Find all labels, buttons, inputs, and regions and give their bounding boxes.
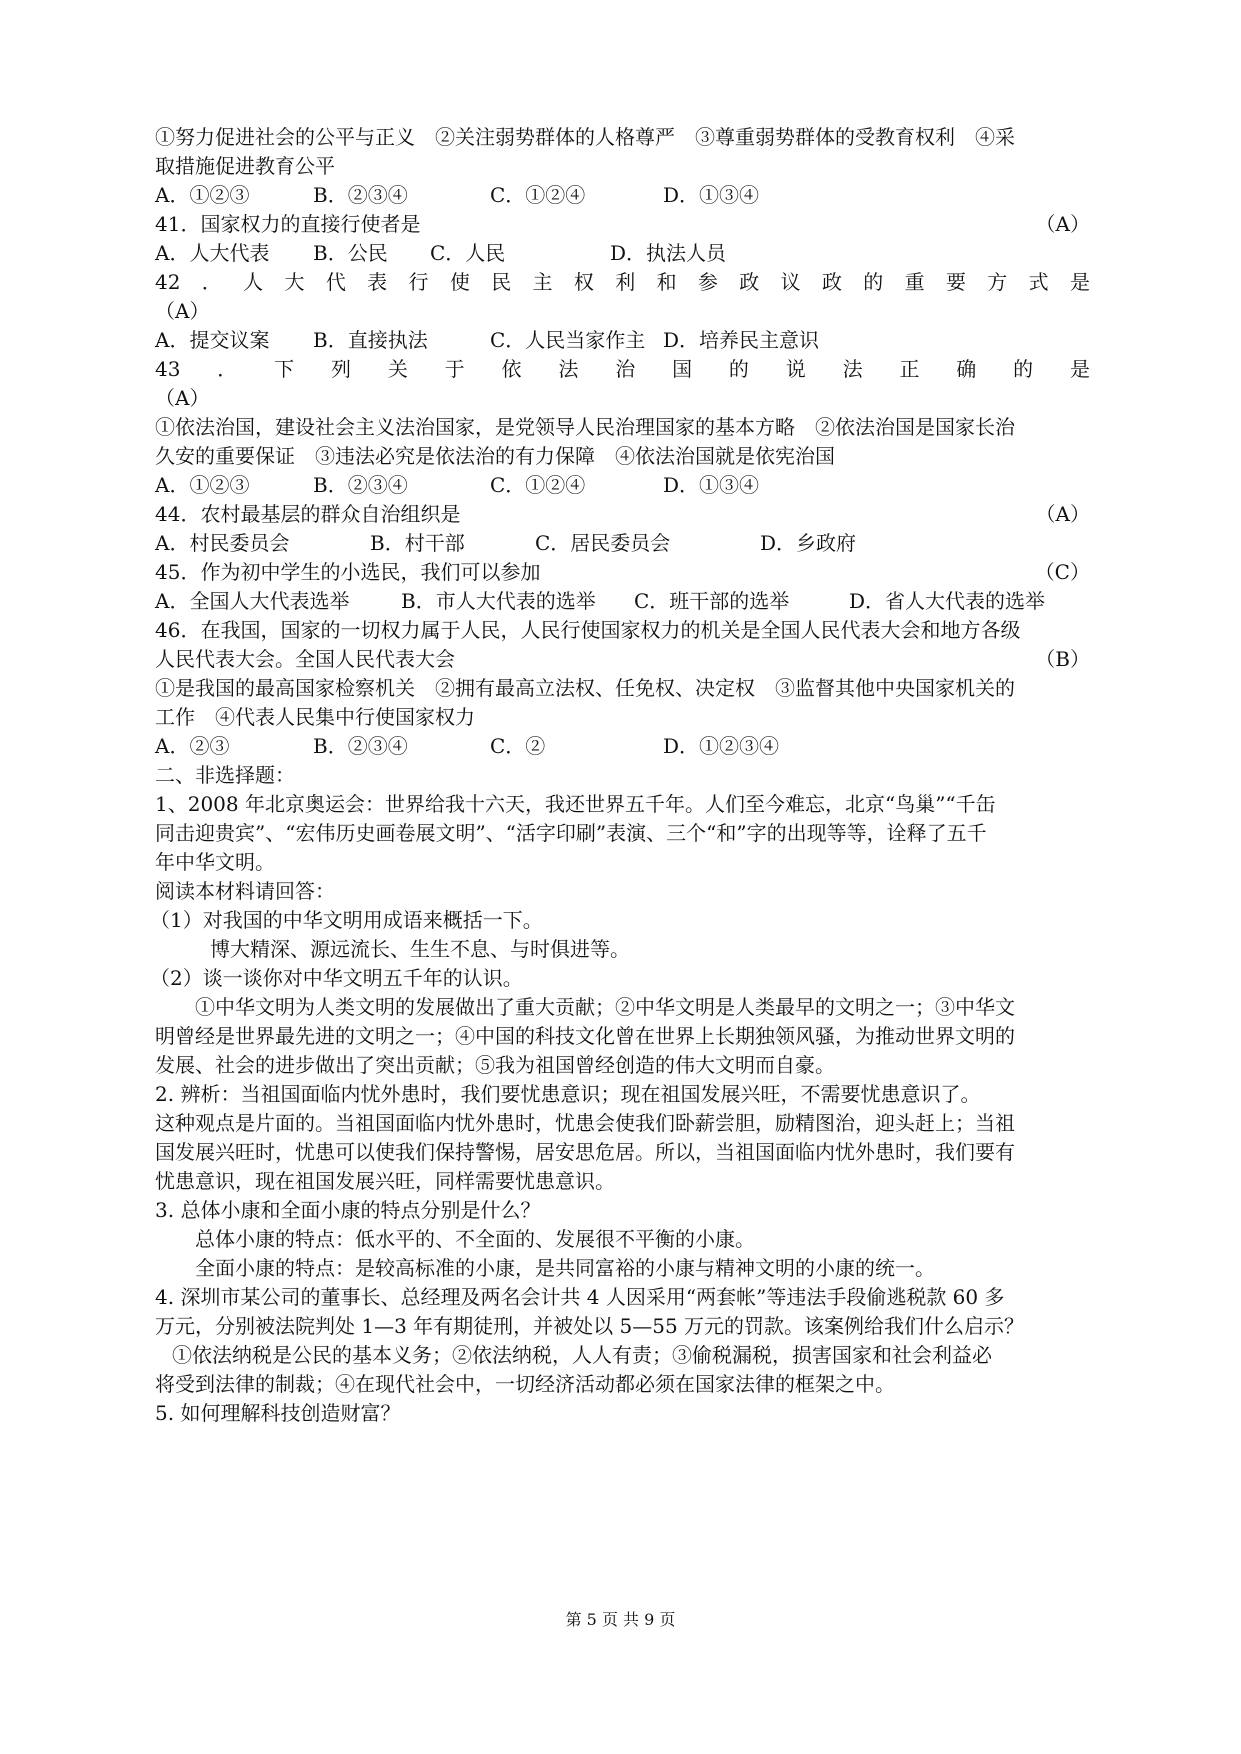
- option-c: C．②: [490, 734, 546, 758]
- answer-mark: （B）: [1035, 647, 1090, 671]
- option-c: C．人民: [430, 241, 506, 265]
- option-b: B．②③④: [313, 473, 408, 497]
- option-d: D．培养民主意识: [663, 328, 820, 352]
- q42-stem: 42．人大代表行使民主权利和参政议政的重要方式是: [155, 270, 1090, 294]
- p2-line: 忧患意识，现在祖国发展兴旺，同样需要忧患意识。: [155, 1169, 615, 1193]
- option-c: C．居民委员会: [535, 531, 671, 555]
- p4-line: 将受到法律的制裁；④在现代社会中，一切经济活动都必须在国家法律的框架之中。: [155, 1372, 895, 1396]
- option-b: B．村干部: [370, 531, 465, 555]
- option-d: D．①②③④: [663, 734, 780, 758]
- p1-line: 1、2008 年北京奥运会：世界给我十六天，我还世界五千年。人们至今难忘，北京“鸟巢”“千缶: [155, 792, 996, 816]
- p2-line: 这种观点是片面的。当祖国面临内忧外患时，忧患会使我们卧薪尝胆，励精图治，迎头赶上；当祖: [155, 1111, 1015, 1135]
- page-footer: 第 5 页 共 9 页: [565, 1610, 676, 1629]
- option-a: A．全国人大代表选举: [155, 589, 350, 613]
- p1-line: 阅读本材料请回答：: [155, 879, 335, 903]
- q46-items-line: ①是我国的最高国家检察机关 ②拥有最高立法权、任免权、决定权 ③监督其他中央国家机关的: [155, 676, 1015, 700]
- p1-line: 同击迎贵宾”、“宏伟历史画卷展文明”、“活字印刷”表演、三个“和”字的出现等等，诠释了五千: [155, 821, 987, 845]
- section-title: 二、非选择题：: [155, 763, 295, 787]
- q45-options: [155, 589, 1090, 613]
- p1-answer: 博大精深、源远流长、生生不息、与时俱进等。: [210, 937, 630, 961]
- option-d: D．乡政府: [760, 531, 857, 555]
- p3-line: 3. 总体小康和全面小康的特点分别是什么？: [155, 1198, 541, 1222]
- option-a: A．村民委员会: [155, 531, 290, 555]
- option-b: B．②③④: [313, 183, 408, 207]
- p5-line: 5. 如何理解科技创造财富？: [155, 1401, 401, 1425]
- option-b: B．市人大代表的选举: [401, 589, 596, 613]
- q43-options: [155, 473, 1090, 497]
- question-stem: 41．国家权力的直接行使者是: [155, 212, 421, 236]
- q40-options: [155, 183, 1090, 207]
- option-a: A．②③: [155, 734, 230, 758]
- q44-stem-line: [155, 502, 1090, 526]
- question-stem: 人民代表大会。全国人民代表大会: [155, 647, 455, 671]
- p2-line: 2. 辨析：当祖国面临内忧外患时，我们要忧患意识；现在祖国发展兴旺，不需要忧患意识了。: [155, 1082, 981, 1106]
- q43-items-line: 久安的重要保证 ③违法必究是依法治的有力保障 ④依法治国就是依宪治国: [155, 444, 835, 468]
- q43-stem: 43．下列关于依法治国的说法正确的是: [155, 357, 1090, 381]
- q46-items-line: 工作 ④代表人民集中行使国家权力: [155, 705, 475, 729]
- answer-mark: （C）: [1034, 560, 1090, 584]
- q40-items-line: 取措施促进教育公平: [155, 154, 335, 178]
- p3-line: 总体小康的特点：低水平的、不全面的、发展很不平衡的小康。: [195, 1227, 755, 1251]
- p2-line: 国发展兴旺时，忧患可以使我们保持警惕，居安思危居。所以，当祖国面临内忧外患时，我们要有: [155, 1140, 1015, 1164]
- p1-sub-question: （2）谈一谈你对中华文明五千年的认识。: [150, 966, 523, 990]
- question-stem: 44．农村最基层的群众自治组织是: [155, 502, 461, 526]
- p4-line: 万元，分别被法院判处 1—3 年有期徒刑，并被处以 5—55 万元的罚款。该案例给我们什么启示？: [155, 1314, 1025, 1338]
- option-c: C．①②④: [490, 183, 586, 207]
- option-c: C．班干部的选举: [634, 589, 790, 613]
- p4-line: ①依法纳税是公民的基本义务；②依法纳税，人人有责；③偷税漏税，损害国家和社会利益必: [172, 1343, 992, 1367]
- answer-mark: （A）: [1035, 502, 1090, 526]
- option-a: A．人大代表: [155, 241, 270, 265]
- question-stem: 45．作为初中学生的小选民，我们可以参加: [155, 560, 541, 584]
- option-c: C．①②④: [490, 473, 586, 497]
- answer-mark: （A）: [155, 299, 210, 323]
- q44-options: [155, 531, 1090, 555]
- q40-items-line: ①努力促进社会的公平与正义 ②关注弱势群体的人格尊严 ③尊重弱势群体的受教育权利 ④采: [155, 125, 1015, 149]
- option-c: C．人民当家作主: [490, 328, 646, 352]
- option-a: A．①②③: [155, 473, 250, 497]
- p1-answer-line: 明曾经是世界最先进的文明之一；④中国的科技文化曾在世界上长期独领风骚，为推动世界文明的: [155, 1024, 1015, 1048]
- p1-answer-line: ①中华文明为人类文明的发展做出了重大贡献；②中华文明是人类最早的文明之一；③中华文: [195, 995, 1015, 1019]
- option-b: B．公民: [313, 241, 388, 265]
- q41-stem-line: [155, 212, 1090, 236]
- answer-mark: （A）: [155, 386, 210, 410]
- p1-answer-line: 发展、社会的进步做出了突出贡献；⑤我为祖国曾经创造的伟大文明而自豪。: [155, 1053, 835, 1077]
- option-b: B．直接执法: [313, 328, 428, 352]
- option-a: A．①②③: [155, 183, 250, 207]
- p1-sub-question: （1）对我国的中华文明用成语来概括一下。: [150, 908, 543, 932]
- p1-line: 年中华文明。: [155, 850, 275, 874]
- q46-stem-line: 46．在我国，国家的一切权力属于人民，人民行使国家权力的机关是全国人民代表大会和地方各级: [155, 618, 1021, 642]
- q46-stem-line: [155, 647, 1090, 671]
- option-b: B．②③④: [313, 734, 408, 758]
- q42-options: [155, 328, 1090, 352]
- option-a: A．提交议案: [155, 328, 270, 352]
- option-d: D．省人大代表的选举: [849, 589, 1046, 613]
- q41-options: [155, 241, 1090, 265]
- p4-line: 4. 深圳市某公司的董事长、总经理及两名会计共 4 人因采用“两套帐”等违法手段偷逃税款 60 多: [155, 1285, 1005, 1309]
- option-d: D．①③④: [663, 473, 760, 497]
- answer-mark: （A）: [1035, 212, 1090, 236]
- q46-options: [155, 734, 1090, 758]
- option-d: D．①③④: [663, 183, 760, 207]
- option-d: D．执法人员: [610, 241, 727, 265]
- q43-items-line: ①依法治国，建设社会主义法治国家，是党领导人民治理国家的基本方略 ②依法治国是国家长治: [155, 415, 1015, 439]
- p3-line: 全面小康的特点：是较高标准的小康，是共同富裕的小康与精神文明的小康的统一。: [195, 1256, 935, 1280]
- q45-stem-line: [155, 560, 1090, 584]
